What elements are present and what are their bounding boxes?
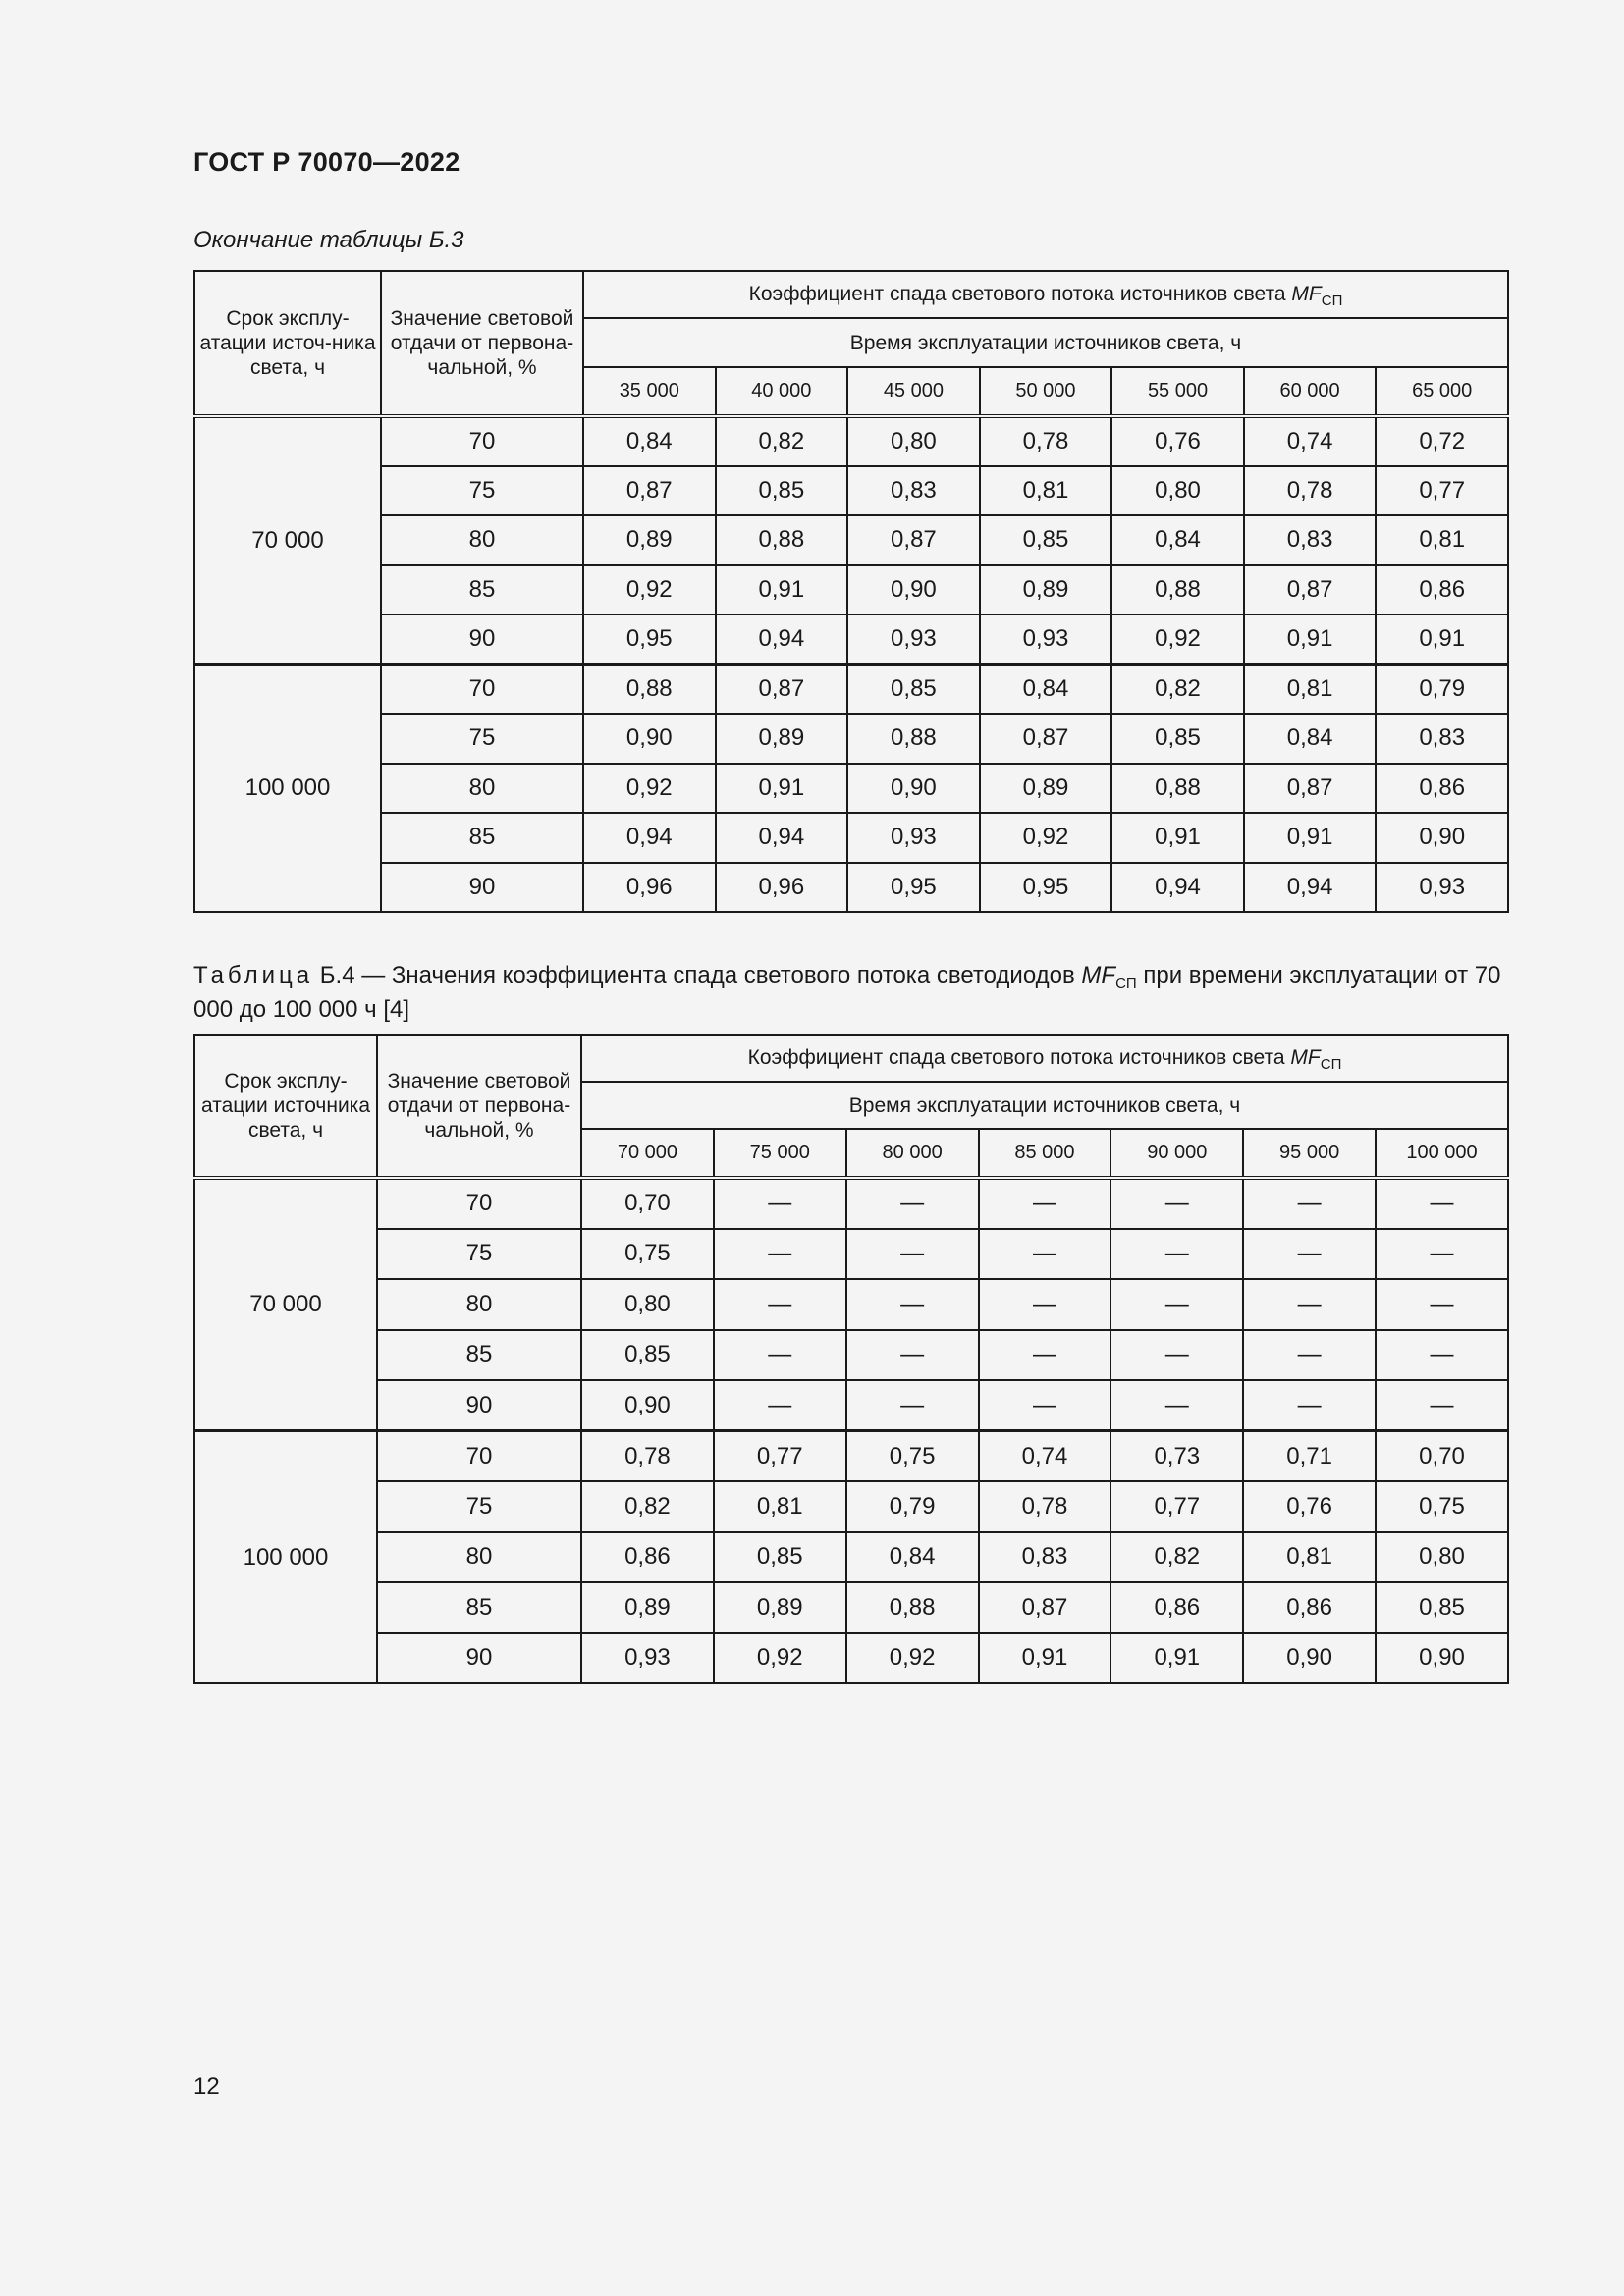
- coef-value-cell: 0,84: [846, 1532, 979, 1583]
- coef-value-cell: 0,87: [583, 466, 716, 516]
- efficacy-cell: 75: [377, 1481, 581, 1532]
- coef-value-cell: 0,80: [1376, 1532, 1508, 1583]
- coef-value-cell: 0,91: [979, 1633, 1111, 1684]
- efficacy-cell: 70: [381, 416, 583, 466]
- efficacy-cell: 75: [381, 466, 583, 516]
- table-b3-end: [193, 270, 1509, 913]
- table2-caption-text-a: Б.4 — Значения коэффициента спада светового потока светодиодов: [313, 962, 1082, 988]
- table2-caption: [193, 960, 1509, 1026]
- efficacy-cell: 85: [377, 1582, 581, 1633]
- col-header-life: Срок эксплу-атации источ-ника света, ч: [194, 271, 381, 416]
- time-col-header: 55 000: [1111, 367, 1244, 416]
- coef-title: Коэффициент спада светового потока источников света: [747, 1045, 1285, 1069]
- efficacy-cell: 75: [381, 714, 583, 764]
- table-row: [194, 813, 1508, 863]
- coef-symbol: MF: [1291, 282, 1322, 305]
- coef-value-cell: —: [1376, 1178, 1508, 1229]
- table-row: [194, 515, 1508, 565]
- coef-value-cell: 0,78: [980, 416, 1112, 466]
- efficacy-cell: 70: [377, 1431, 581, 1482]
- table-row: [194, 1532, 1508, 1583]
- coef-value-cell: 0,87: [847, 515, 980, 565]
- coef-value-cell: —: [846, 1380, 979, 1431]
- col-header-efficacy: Значение световой отдачи от первона-чальной, %: [381, 271, 583, 416]
- efficacy-cell: 80: [377, 1532, 581, 1583]
- efficacy-cell: 70: [377, 1178, 581, 1229]
- time-col-header: 75 000: [714, 1129, 846, 1178]
- coef-value-cell: 0,77: [1110, 1481, 1243, 1532]
- coef-value-cell: 0,90: [583, 714, 716, 764]
- coef-value-cell: 0,92: [980, 813, 1112, 863]
- coef-value-cell: 0,94: [1244, 863, 1377, 913]
- coef-value-cell: 0,70: [1376, 1431, 1508, 1482]
- table-row: [194, 1481, 1508, 1532]
- time-col-header: 40 000: [716, 367, 848, 416]
- table-row: [194, 565, 1508, 615]
- coef-value-cell: 0,81: [714, 1481, 846, 1532]
- efficacy-cell: 85: [381, 565, 583, 615]
- time-header: Время эксплуатации источников света, ч: [583, 318, 1508, 367]
- table2-caption-label: Таблица: [193, 962, 314, 988]
- coef-value-cell: 0,96: [583, 863, 716, 913]
- coef-value-cell: —: [1243, 1279, 1376, 1330]
- coef-value-cell: 0,78: [1244, 466, 1377, 516]
- coef-value-cell: 0,78: [581, 1431, 714, 1482]
- efficacy-cell: 75: [377, 1229, 581, 1280]
- coef-subscript: СП: [1320, 1055, 1342, 1073]
- col-header-life: Срок эксплу-атации источника света, ч: [194, 1035, 377, 1178]
- table2-caption-symbol: MF: [1081, 962, 1116, 988]
- coef-value-cell: —: [1376, 1380, 1508, 1431]
- table-b4: [193, 1034, 1509, 1684]
- table-row: [194, 1229, 1508, 1280]
- coef-value-cell: 0,75: [1376, 1481, 1508, 1532]
- document-header: ГОСТ Р 70070—2022: [193, 147, 460, 177]
- coef-value-cell: 0,88: [716, 515, 848, 565]
- coef-value-cell: —: [846, 1178, 979, 1229]
- efficacy-cell: 90: [377, 1633, 581, 1684]
- coef-value-cell: 0,82: [581, 1481, 714, 1532]
- coef-value-cell: —: [1110, 1178, 1243, 1229]
- coef-value-cell: —: [846, 1229, 979, 1280]
- table-row: [194, 466, 1508, 516]
- coef-value-cell: 0,92: [846, 1633, 979, 1684]
- coef-value-cell: 0,82: [1110, 1532, 1243, 1583]
- coef-value-cell: 0,82: [1111, 665, 1244, 715]
- coef-value-cell: 0,90: [1376, 813, 1508, 863]
- table-body: [194, 1178, 1508, 1683]
- table-row: [194, 764, 1508, 814]
- coef-value-cell: —: [1376, 1279, 1508, 1330]
- coef-value-cell: 0,90: [581, 1380, 714, 1431]
- coef-value-cell: 0,92: [583, 764, 716, 814]
- coef-value-cell: 0,87: [716, 665, 848, 715]
- coef-header: [581, 1035, 1508, 1082]
- time-col-header: 35 000: [583, 367, 716, 416]
- coef-value-cell: —: [714, 1380, 846, 1431]
- coef-value-cell: 0,86: [1376, 764, 1508, 814]
- table2-caption-text-b: при времени эксплуатации от 70 000 до 100 000 ч [4]: [193, 962, 1501, 1023]
- table-row: [194, 1582, 1508, 1633]
- time-col-header: 85 000: [979, 1129, 1111, 1178]
- coef-value-cell: 0,84: [1244, 714, 1377, 764]
- time-col-header: 60 000: [1244, 367, 1377, 416]
- coef-value-cell: 0,93: [847, 614, 980, 665]
- time-col-header: 45 000: [847, 367, 980, 416]
- coef-value-cell: 0,83: [847, 466, 980, 516]
- efficacy-cell: 85: [381, 813, 583, 863]
- coef-value-cell: —: [1376, 1229, 1508, 1280]
- time-col-header: 90 000: [1110, 1129, 1243, 1178]
- coef-value-cell: 0,95: [583, 614, 716, 665]
- coef-value-cell: 0,89: [714, 1582, 846, 1633]
- coef-value-cell: 0,81: [1376, 515, 1508, 565]
- lifetime-cell: 70 000: [194, 416, 381, 665]
- coef-value-cell: 0,80: [581, 1279, 714, 1330]
- coef-value-cell: 0,82: [716, 416, 848, 466]
- efficacy-cell: 70: [381, 665, 583, 715]
- coef-value-cell: —: [714, 1229, 846, 1280]
- coef-header: [583, 271, 1508, 318]
- time-col-header: 95 000: [1243, 1129, 1376, 1178]
- coef-value-cell: 0,80: [1111, 466, 1244, 516]
- lifetime-cell: 100 000: [194, 1431, 377, 1684]
- coef-value-cell: 0,86: [1110, 1582, 1243, 1633]
- coef-value-cell: 0,91: [716, 764, 848, 814]
- table-row: [194, 1633, 1508, 1684]
- coef-value-cell: 0,90: [1243, 1633, 1376, 1684]
- coef-value-cell: 0,83: [1244, 515, 1377, 565]
- coef-value-cell: 0,94: [716, 813, 848, 863]
- coef-value-cell: 0,85: [980, 515, 1112, 565]
- time-col-header: 100 000: [1376, 1129, 1508, 1178]
- coef-title: Коэффициент спада светового потока источников света: [748, 282, 1286, 305]
- coef-value-cell: 0,87: [980, 714, 1112, 764]
- coef-value-cell: 0,80: [847, 416, 980, 466]
- table-body: [194, 416, 1508, 912]
- coef-value-cell: —: [846, 1330, 979, 1381]
- coef-value-cell: 0,72: [1376, 416, 1508, 466]
- efficacy-cell: 90: [381, 863, 583, 913]
- coef-value-cell: 0,88: [846, 1582, 979, 1633]
- coef-value-cell: 0,89: [716, 714, 848, 764]
- coef-value-cell: —: [1110, 1380, 1243, 1431]
- coef-value-cell: 0,95: [980, 863, 1112, 913]
- table-row: [194, 714, 1508, 764]
- coef-value-cell: 0,92: [714, 1633, 846, 1684]
- coef-value-cell: —: [1110, 1279, 1243, 1330]
- time-col-header: 50 000: [980, 367, 1112, 416]
- table1-caption: Окончание таблицы Б.3: [193, 227, 464, 253]
- coef-value-cell: 0,77: [1376, 466, 1508, 516]
- coef-value-cell: —: [714, 1178, 846, 1229]
- table-row: [194, 1431, 1508, 1482]
- coef-value-cell: 0,85: [847, 665, 980, 715]
- efficacy-cell: 85: [377, 1330, 581, 1381]
- coef-value-cell: 0,88: [847, 714, 980, 764]
- coef-value-cell: 0,74: [979, 1431, 1111, 1482]
- efficacy-cell: 80: [381, 515, 583, 565]
- coef-value-cell: —: [846, 1279, 979, 1330]
- coef-value-cell: 0,73: [1110, 1431, 1243, 1482]
- coef-value-cell: 0,89: [980, 565, 1112, 615]
- coef-value-cell: 0,89: [581, 1582, 714, 1633]
- coef-value-cell: —: [1110, 1229, 1243, 1280]
- coef-value-cell: 0,88: [583, 665, 716, 715]
- coef-value-cell: 0,88: [1111, 764, 1244, 814]
- coef-value-cell: —: [1243, 1330, 1376, 1381]
- coef-value-cell: 0,93: [581, 1633, 714, 1684]
- coef-value-cell: 0,91: [716, 565, 848, 615]
- coef-value-cell: 0,93: [847, 813, 980, 863]
- coef-value-cell: 0,81: [1243, 1532, 1376, 1583]
- coef-value-cell: 0,85: [716, 466, 848, 516]
- coef-value-cell: 0,95: [847, 863, 980, 913]
- table-row: [194, 863, 1508, 913]
- table2-caption-subscript: СП: [1115, 975, 1137, 991]
- coef-value-cell: 0,71: [1243, 1431, 1376, 1482]
- lifetime-cell: 100 000: [194, 665, 381, 913]
- coef-value-cell: 0,91: [1244, 813, 1377, 863]
- table-row: [194, 1178, 1508, 1229]
- coef-value-cell: 0,87: [979, 1582, 1111, 1633]
- coef-value-cell: 0,83: [979, 1532, 1111, 1583]
- coef-value-cell: 0,89: [980, 764, 1112, 814]
- time-col-header: 70 000: [581, 1129, 714, 1178]
- table-row: [194, 1330, 1508, 1381]
- efficacy-cell: 90: [377, 1380, 581, 1431]
- coef-value-cell: 0,93: [980, 614, 1112, 665]
- col-header-efficacy: Значение световой отдачи от первона-чальной, %: [377, 1035, 581, 1178]
- coef-value-cell: 0,75: [846, 1431, 979, 1482]
- coef-value-cell: 0,92: [583, 565, 716, 615]
- coef-value-cell: —: [714, 1279, 846, 1330]
- coef-value-cell: 0,81: [1244, 665, 1377, 715]
- coef-value-cell: —: [979, 1178, 1111, 1229]
- efficacy-cell: 80: [381, 764, 583, 814]
- coef-value-cell: 0,77: [714, 1431, 846, 1482]
- coef-value-cell: 0,79: [1376, 665, 1508, 715]
- page-number: 12: [193, 2073, 220, 2100]
- coef-value-cell: 0,70: [581, 1178, 714, 1229]
- time-col-header: 80 000: [846, 1129, 979, 1178]
- coef-value-cell: —: [1110, 1330, 1243, 1381]
- coef-value-cell: 0,75: [581, 1229, 714, 1280]
- coef-value-cell: 0,84: [1111, 515, 1244, 565]
- coef-value-cell: 0,94: [716, 614, 848, 665]
- coef-value-cell: 0,86: [1243, 1582, 1376, 1633]
- coef-value-cell: 0,74: [1244, 416, 1377, 466]
- coef-value-cell: 0,86: [1376, 565, 1508, 615]
- coef-value-cell: 0,91: [1244, 614, 1377, 665]
- coef-value-cell: 0,93: [1376, 863, 1508, 913]
- coef-value-cell: 0,87: [1244, 764, 1377, 814]
- coef-value-cell: 0,90: [847, 764, 980, 814]
- coef-value-cell: —: [979, 1279, 1111, 1330]
- coef-value-cell: —: [979, 1380, 1111, 1431]
- coef-value-cell: —: [979, 1330, 1111, 1381]
- coef-value-cell: 0,86: [581, 1532, 714, 1583]
- coef-value-cell: 0,96: [716, 863, 848, 913]
- coef-value-cell: 0,85: [714, 1532, 846, 1583]
- table-row: [194, 1380, 1508, 1431]
- coef-value-cell: —: [1243, 1380, 1376, 1431]
- coef-value-cell: 0,81: [980, 466, 1112, 516]
- coef-value-cell: —: [979, 1229, 1111, 1280]
- table-row: [194, 614, 1508, 665]
- table-row: [194, 1279, 1508, 1330]
- coef-value-cell: 0,91: [1376, 614, 1508, 665]
- coef-value-cell: 0,91: [1110, 1633, 1243, 1684]
- coef-value-cell: —: [714, 1330, 846, 1381]
- coef-value-cell: 0,78: [979, 1481, 1111, 1532]
- coef-value-cell: —: [1243, 1229, 1376, 1280]
- time-header: Время эксплуатации источников света, ч: [581, 1082, 1508, 1129]
- coef-value-cell: 0,94: [1111, 863, 1244, 913]
- coef-value-cell: 0,79: [846, 1481, 979, 1532]
- efficacy-cell: 90: [381, 614, 583, 665]
- coef-value-cell: 0,85: [581, 1330, 714, 1381]
- table-row: [194, 665, 1508, 715]
- coef-value-cell: 0,88: [1111, 565, 1244, 615]
- coef-value-cell: 0,76: [1111, 416, 1244, 466]
- coef-value-cell: 0,87: [1244, 565, 1377, 615]
- coef-value-cell: —: [1243, 1178, 1376, 1229]
- coef-value-cell: 0,94: [583, 813, 716, 863]
- coef-value-cell: 0,85: [1376, 1582, 1508, 1633]
- coef-value-cell: 0,84: [583, 416, 716, 466]
- coef-value-cell: 0,92: [1111, 614, 1244, 665]
- coef-value-cell: —: [1376, 1330, 1508, 1381]
- coef-value-cell: 0,84: [980, 665, 1112, 715]
- time-col-header: 65 000: [1376, 367, 1508, 416]
- coef-value-cell: 0,76: [1243, 1481, 1376, 1532]
- coef-value-cell: 0,90: [847, 565, 980, 615]
- coef-subscript: СП: [1321, 292, 1343, 309]
- coef-value-cell: 0,91: [1111, 813, 1244, 863]
- efficacy-cell: 80: [377, 1279, 581, 1330]
- table-row: [194, 416, 1508, 466]
- lifetime-cell: 70 000: [194, 1178, 377, 1431]
- coef-symbol: MF: [1290, 1045, 1321, 1069]
- coef-value-cell: 0,83: [1376, 714, 1508, 764]
- coef-value-cell: 0,90: [1376, 1633, 1508, 1684]
- coef-value-cell: 0,89: [583, 515, 716, 565]
- coef-value-cell: 0,85: [1111, 714, 1244, 764]
